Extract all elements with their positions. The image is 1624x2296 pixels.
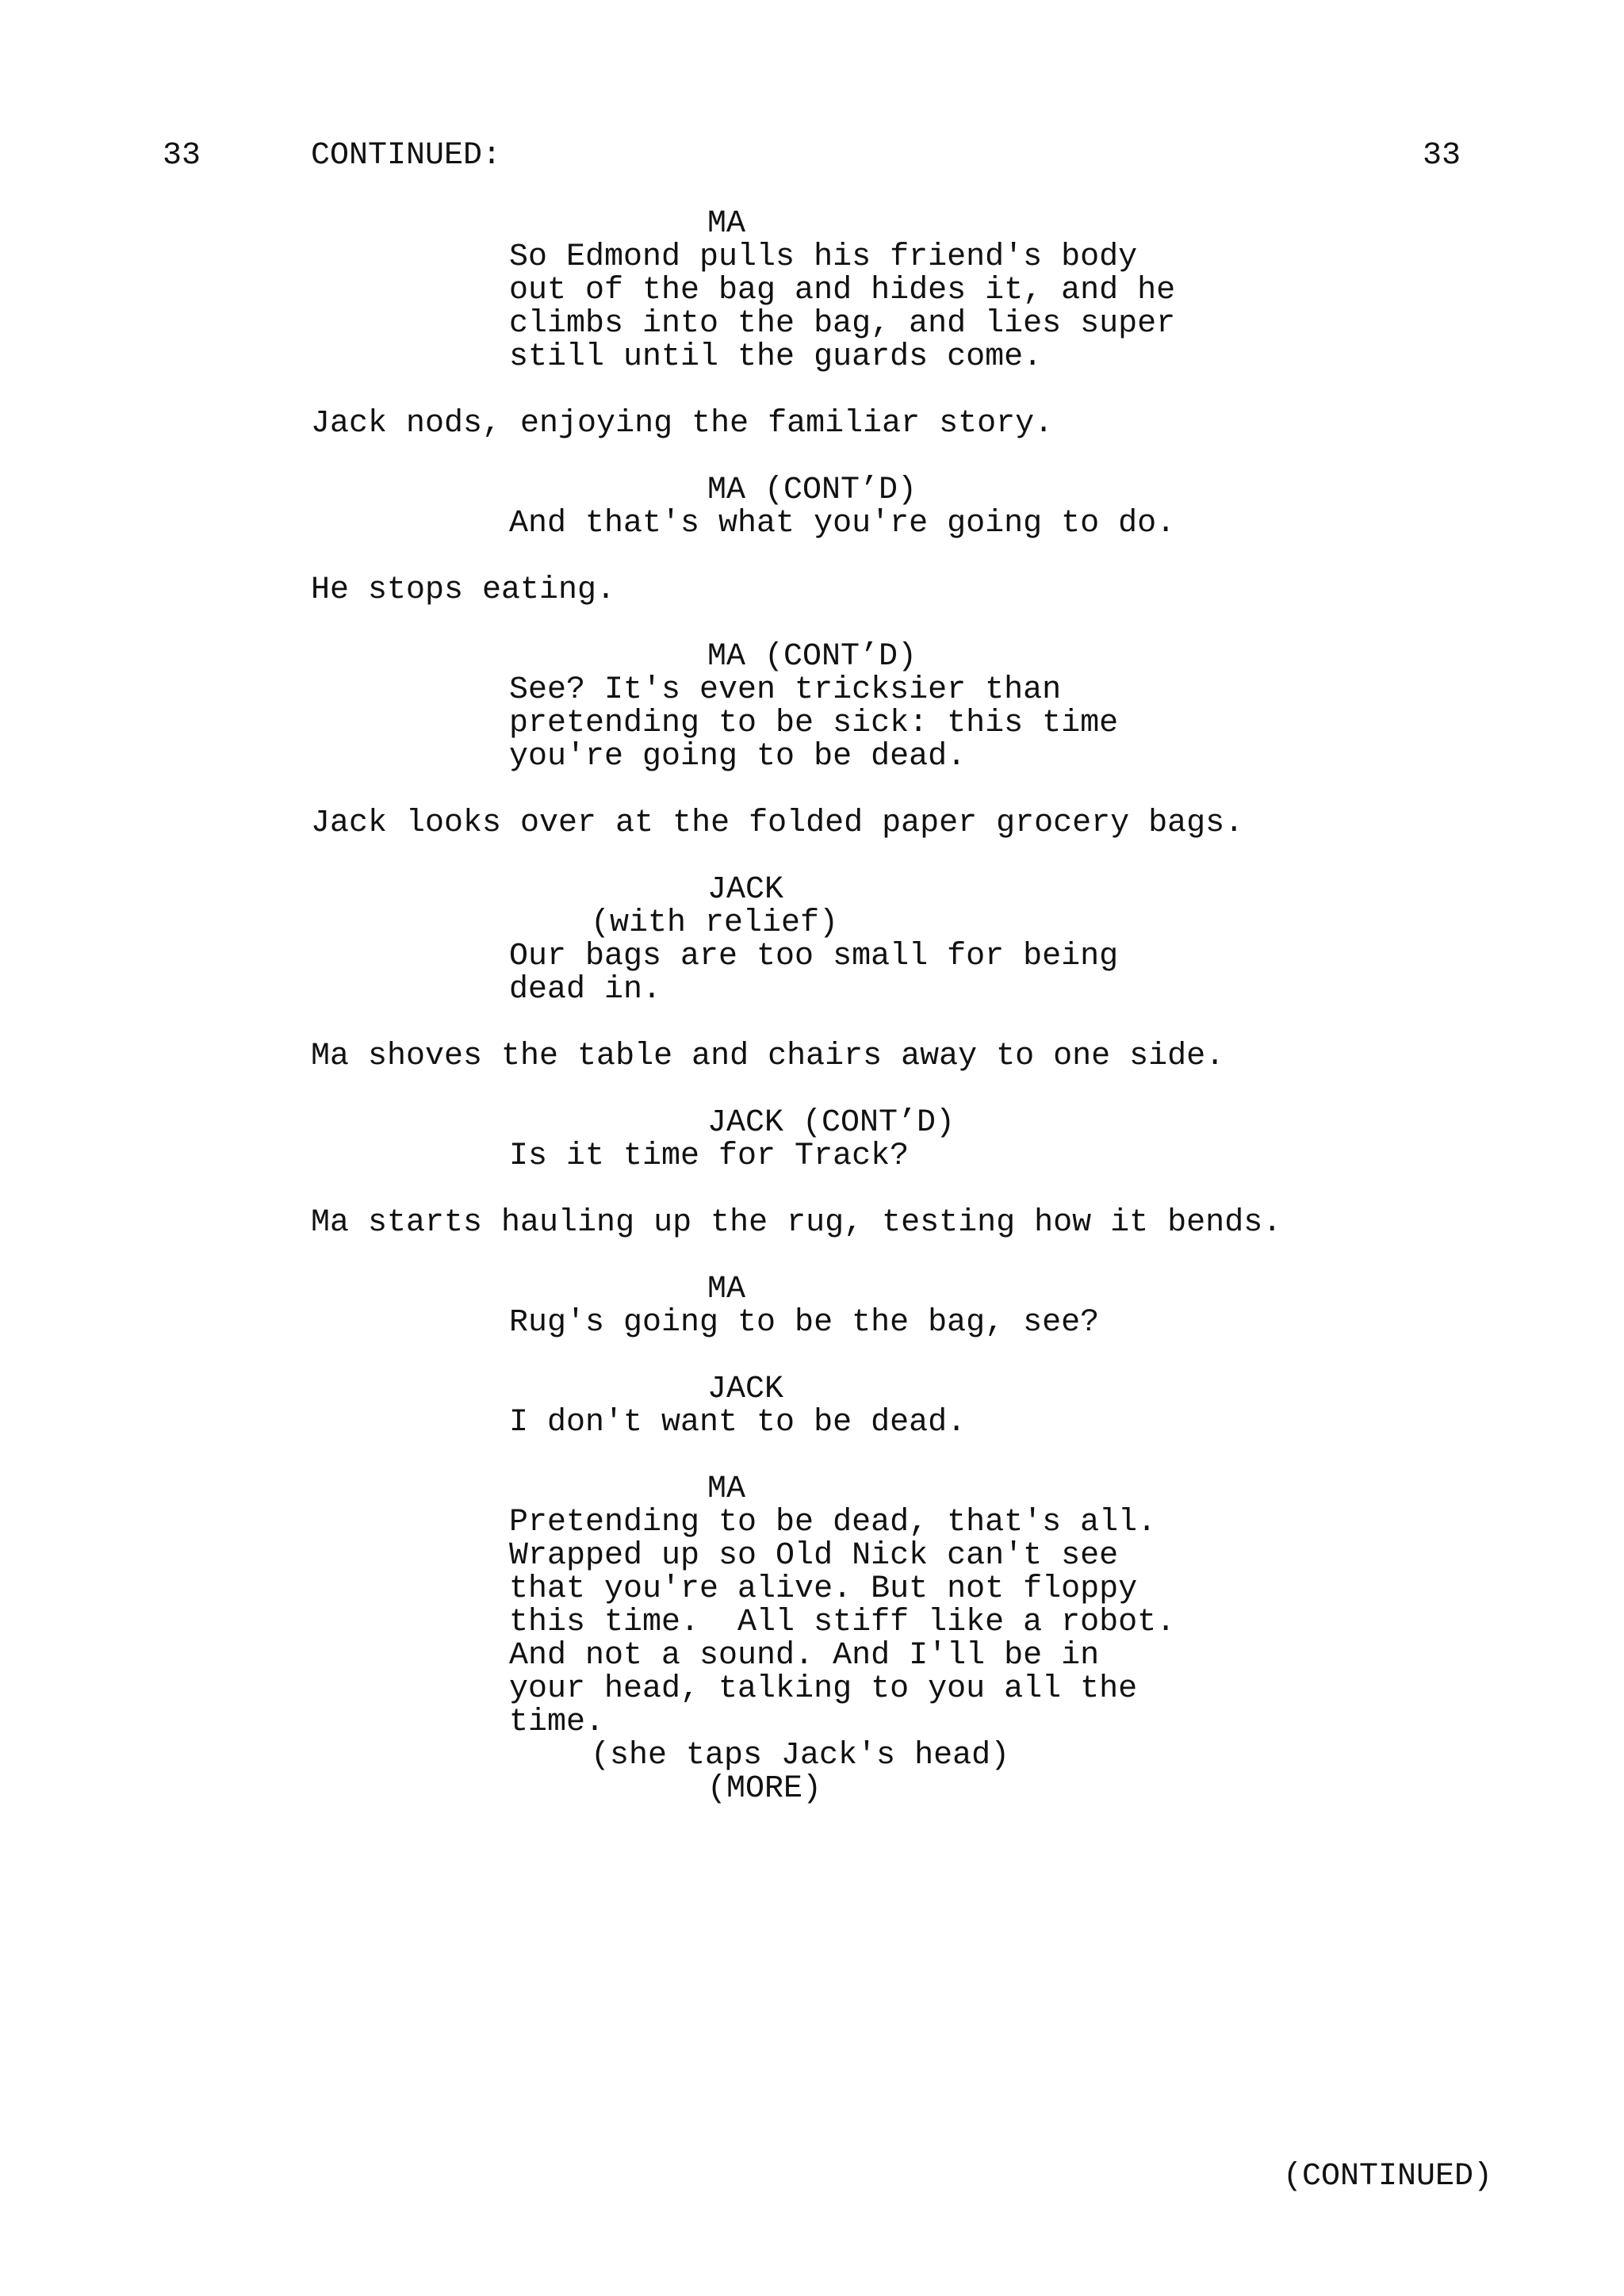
dialogue-block-text: pretending to be sick: this time — [509, 706, 1119, 741]
parenthetical-text: (with relief) — [591, 905, 839, 941]
scene-number-left: 33 — [163, 138, 201, 174]
parenthetical — [591, 907, 838, 940]
character-cue-text: MA (CONT’D) — [707, 473, 917, 508]
dialogue-block-text: And not a sound. And I'll be in — [509, 1638, 1100, 1674]
dialogue-block — [509, 940, 1118, 1007]
dialogue-block-text: Pretending to be dead, that's all. — [509, 1505, 1157, 1540]
dialogue-block-text: that you're alive. But not floppy — [509, 1571, 1138, 1607]
parenthetical — [591, 1739, 1009, 1773]
dialogue-block-text: Rug's going to be the bag, see? — [509, 1305, 1100, 1341]
dialogue-block-text: out of the bag and hides it, and he — [509, 273, 1176, 308]
dialogue-block — [509, 1506, 1175, 1739]
action-line — [311, 574, 615, 607]
dialogue-block — [509, 1307, 1099, 1340]
action-line — [311, 1040, 1224, 1073]
action-line — [311, 1207, 1281, 1240]
character-cue — [707, 1473, 745, 1506]
character-cue — [707, 874, 783, 907]
dialogue-block-text: climbs into the bag, and lies super — [509, 306, 1176, 342]
scene-number-right: 33 — [1423, 138, 1461, 174]
more-marker — [707, 1773, 822, 1806]
character-cue — [707, 641, 917, 674]
dialogue-block — [509, 1406, 966, 1440]
action-line-text: Ma starts hauling up the rug, testing how it bends. — [311, 1205, 1282, 1241]
character-cue — [707, 1273, 745, 1307]
character-cue — [707, 208, 745, 241]
character-cue-text: MA (CONT’D) — [707, 639, 917, 675]
character-cue-text: JACK (CONT’D) — [707, 1105, 956, 1141]
more-marker-text: (MORE) — [707, 1771, 822, 1807]
character-cue-text: MA — [707, 1272, 746, 1307]
dialogue-block — [509, 241, 1175, 374]
continued-header: CONTINUED: — [311, 138, 502, 174]
action-line — [311, 807, 1243, 840]
character-cue-text: JACK — [707, 1372, 784, 1407]
dialogue-block-text: Is it time for Track? — [509, 1138, 910, 1174]
dialogue-block-text: you're going to be dead. — [509, 739, 967, 775]
dialogue-block-text: See? It's even tricksier than — [509, 672, 1062, 708]
dialogue-block-text: your head, talking to you all the — [509, 1671, 1138, 1707]
dialogue-block-text: dead in. — [509, 972, 662, 1008]
dialogue-block-text: And that's what you're going to do. — [509, 506, 1176, 541]
character-cue-text: MA — [707, 206, 746, 242]
dialogue-block-text: Wrapped up so Old Nick can't see — [509, 1538, 1119, 1574]
dialogue-block — [509, 674, 1118, 774]
character-cue — [707, 1373, 783, 1406]
action-line-text: He stops eating. — [311, 572, 616, 608]
action-line-text: Jack nods, enjoying the familiar story. — [311, 406, 1054, 442]
dialogue-block-text: I don't want to be dead. — [509, 1405, 967, 1441]
action-line-text: Ma shoves the table and chairs away to one side. — [311, 1039, 1225, 1074]
dialogue-block-text: time. — [509, 1705, 605, 1740]
character-cue-text: MA — [707, 1471, 746, 1507]
dialogue-block-text: So Edmond pulls his friend's body — [509, 239, 1138, 275]
character-cue-text: JACK — [707, 872, 784, 908]
dialogue-block-text: Our bags are too small for being — [509, 939, 1119, 974]
character-cue — [707, 474, 917, 507]
parenthetical-text: (she taps Jack's head) — [591, 1738, 1010, 1774]
dialogue-block — [509, 1140, 909, 1173]
action-line-text: Jack looks over at the folded paper grocery bags. — [311, 806, 1244, 841]
dialogue-block-text: this time. All stiff like a robot. — [509, 1605, 1176, 1640]
character-cue — [707, 1107, 955, 1140]
continued-footer: (CONTINUED) — [1283, 2159, 1493, 2195]
dialogue-block — [509, 507, 1175, 541]
action-line — [311, 408, 1053, 441]
dialogue-block-text: still until the guards come. — [509, 339, 1043, 375]
